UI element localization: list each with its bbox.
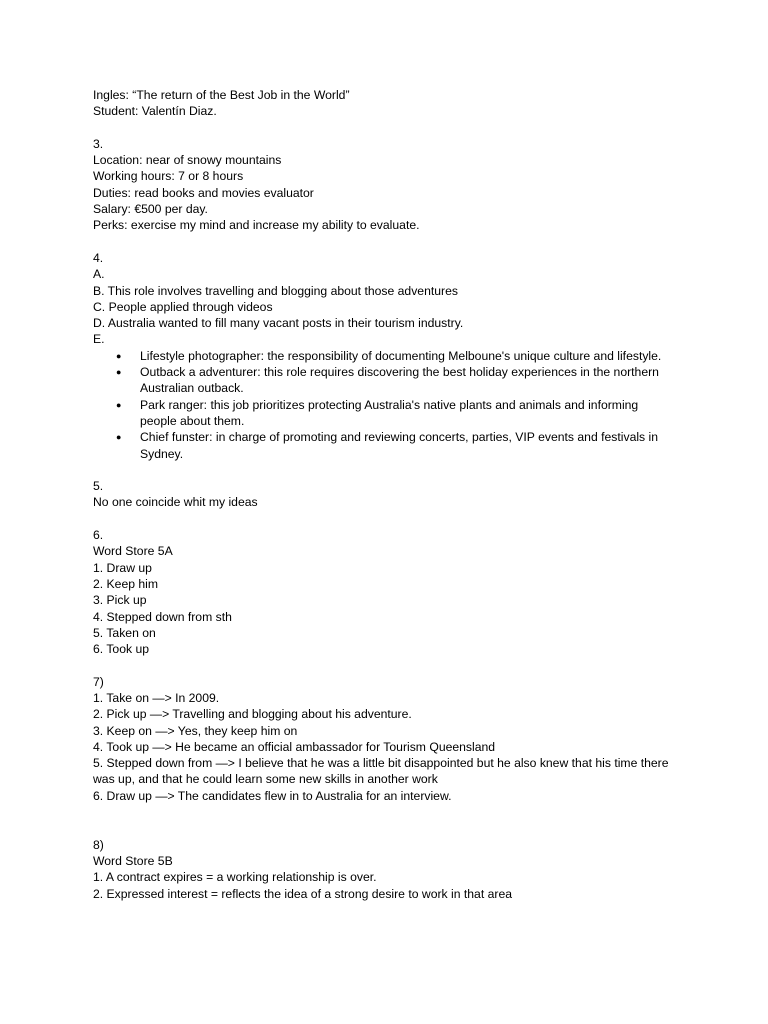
section-5 [93, 478, 768, 511]
section-6 [93, 527, 768, 657]
answer-line: Duties: read books and movies evaluator [93, 185, 314, 200]
bullet-item: ● Outback a adventurer: this role requires discovering the best holiday experiences in the northern Australian outback. [93, 364, 675, 397]
section-title: Word Store 5A [93, 544, 173, 559]
section-8 [93, 837, 768, 902]
answer-line: A. [93, 267, 105, 282]
answer-line: 2. Keep him [93, 576, 159, 591]
bullet-item: ● Chief funster: in charge of promoting and reviewing concerts, parties, VIP events and festivals in Sydney. [93, 429, 675, 462]
answer-line: Location: near of snowy mountains [93, 153, 282, 168]
bullet-item: ● Lifestyle photographer: the responsibility of documenting Melboune's unique culture and lifestyle. [93, 348, 675, 364]
answer-line: 5. Stepped down from —> I believe that he was a little bit disappointed but he also knew that his time there was up, and that he could learn some new skills in another work [93, 756, 669, 787]
answer-line: 6. Draw up —> The candidates flew in to Australia for an interview. [93, 788, 452, 803]
answer-line: Salary: €500 per day. [93, 202, 208, 217]
answer-line: 3. Keep on —> Yes, they keep him on [93, 723, 298, 738]
answer-line: C. People applied through videos [93, 299, 273, 314]
section-number: 7) [93, 674, 104, 689]
section-4 [93, 250, 768, 462]
answer-line: 1. Draw up [93, 560, 152, 575]
answer-line: No one coincide whit my ideas [93, 495, 258, 510]
answer-line: B. This role involves travelling and blogging about those adventures [93, 283, 458, 298]
section-7 [93, 674, 768, 804]
answer-line: D. Australia wanted to fill many vacant posts in their tourism industry. [93, 316, 464, 331]
answer-line: 5. Taken on [93, 625, 156, 640]
section-3 [93, 136, 768, 234]
bullet-item: ● Park ranger: this job prioritizes protecting Australia's native plants and animals and informing people about them. [93, 397, 675, 430]
answer-line: Working hours: 7 or 8 hours [93, 169, 244, 184]
bullet-list [93, 348, 768, 462]
doc-title: Ingles: “The return of the Best Job in the World” [93, 88, 350, 102]
section-number: 6. [93, 528, 104, 543]
answer-line: 4. Stepped down from sth [93, 609, 232, 624]
section-number: 4. [93, 250, 104, 265]
answer-line: 1. A contract expires = a working relationship is over. [93, 870, 377, 885]
section-title: Word Store 5B [93, 853, 173, 868]
answer-line: 2. Expressed interest = reflects the idea of a strong desire to work in that area [93, 886, 512, 901]
answer-line: 1. Take on —> In 2009. [93, 690, 220, 705]
section-number: 5. [93, 479, 104, 494]
answer-line: E. [93, 332, 105, 347]
section-number: 8) [93, 837, 104, 852]
answer-line: 6. Took up [93, 642, 150, 657]
section-number: 3. [93, 136, 104, 151]
answer-line: Perks: exercise my mind and increase my ability to evaluate. [93, 218, 420, 233]
answer-line: 3. Pick up [93, 593, 147, 608]
answer-line: 2. Pick up —> Travelling and blogging about his adventure. [93, 707, 412, 722]
student-name: Student: Valentín Diaz. [93, 104, 217, 119]
answer-line: 4. Took up —> He became an official ambassador for Tourism Queensland [93, 739, 496, 754]
